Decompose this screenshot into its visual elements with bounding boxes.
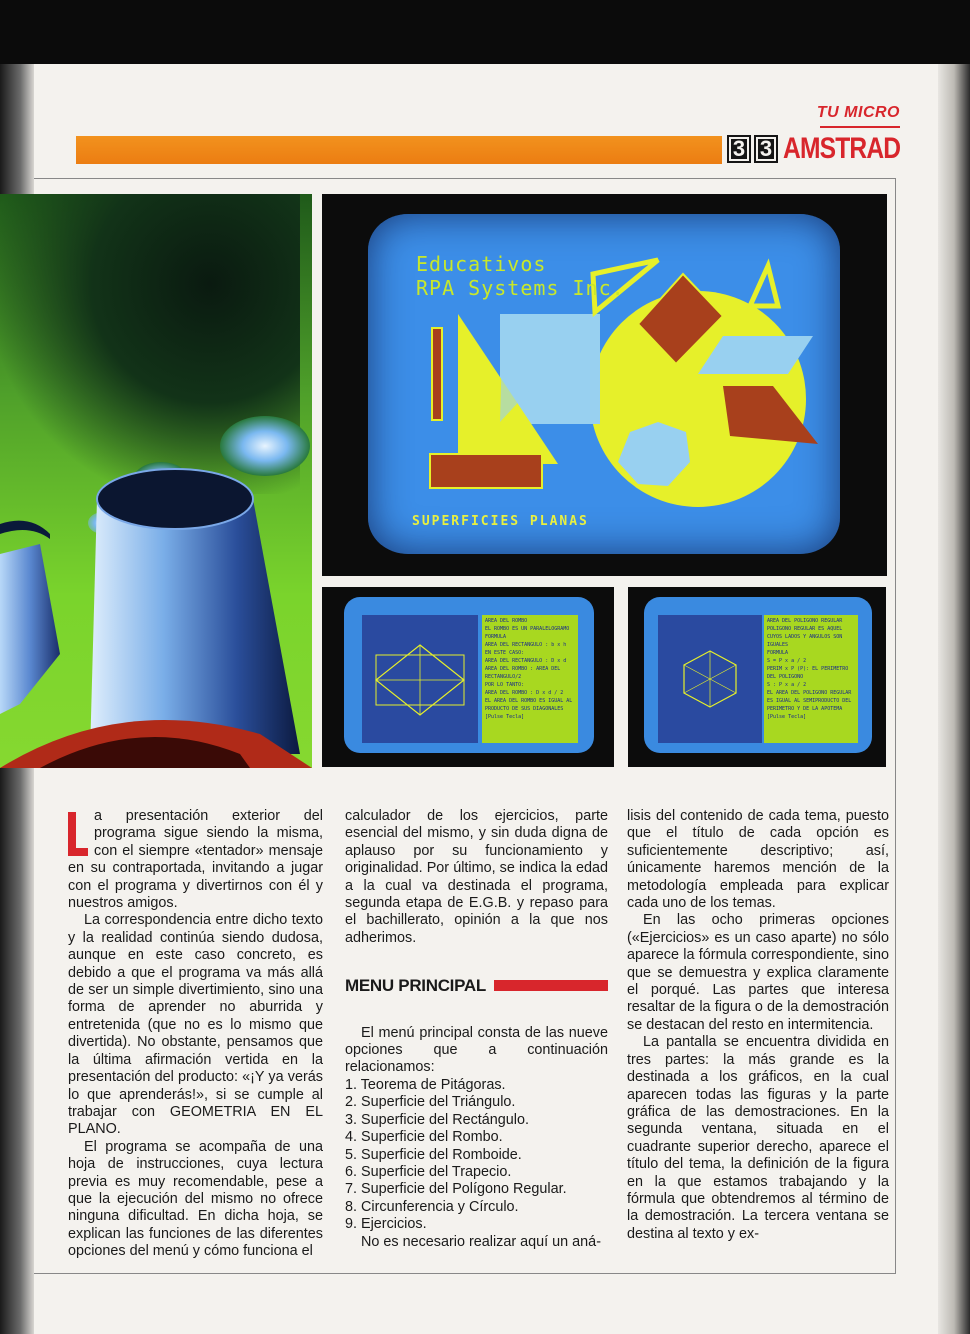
screen-title-line-2: RPA Systems Inc. — [416, 276, 625, 300]
poligono-crt — [644, 597, 872, 753]
logo-wordmark: AMSTRAD — [783, 132, 901, 165]
article-paragraph-7: lisis del contenido de cada tema, puesto que el título de cada opción es suficientemente descriptivo; así, únicamente haremos mención de la metodología empleada para explicar cada uno de los temas. — [627, 808, 889, 912]
article-paragraph-8: En las ocho primeras opciones («Ejercicios» es un caso aparte) no sólo aparece la fórmula correspondiente, sino que se demuestra y explica claramente el porqué. Las partes que interesa resaltar de la figura o de la demostración se destacan del resto en intermitencia. — [627, 912, 889, 1033]
main-crt — [368, 214, 840, 554]
screen-title — [416, 252, 625, 300]
section-kicker: TU MICRO — [816, 104, 900, 121]
article-column-1 — [68, 808, 323, 1261]
poligono-line-1: AREA DEL POLIGONO REGULAR — [767, 618, 843, 624]
dropcap-l — [68, 812, 88, 856]
logo-digit-2: 3 — [754, 135, 778, 163]
rombo-diagram — [362, 615, 478, 743]
frame-rule-top — [34, 178, 896, 179]
render-shapes — [0, 194, 312, 768]
list-item: 5. Superficie del Romboide. — [345, 1146, 522, 1163]
section-heading-rule — [494, 980, 608, 991]
rombo-line-7: AREA DEL ROMBO : AREA DEL RECTANGULO/2 — [485, 666, 561, 680]
hexagon-diagram — [658, 615, 762, 743]
list-item: 2. Superficie del Triángulo. — [345, 1094, 516, 1111]
list-item: 4. Superficie del Rombo. — [345, 1129, 503, 1146]
article-paragraph-3: El programa se acompaña de una hoja de instrucciones, cuya lectura previa es muy recomendable, pese a que la ejecución del mismo no ofrece ninguna dificultad. En dicha hoja, se explican las funciones de las diferentes opciones del menú y cómo funciona el — [68, 1138, 323, 1260]
article-paragraph-9: La pantalla se encuentra dividida en tres partes: la más grande es la destinada a los gráficos, en la cual aparecen todas las figuras y la parte gráfica de las demostraciones. En la segunda ventana, situada en el cuadrante superior derecho, aparece el título del tema, la definición de la figura en la que estamos trabajando y la fórmula que obtendremos al término de la demostración. La tercera ventana se destina al texto y ex- — [627, 1034, 889, 1242]
poligono-line-4: S = P x a / 2 — [767, 658, 807, 664]
logo-digit-1: 3 — [727, 135, 751, 163]
rombo-line-2: EL ROMBO ES UN PARALELOGRAMO — [485, 626, 570, 632]
header-banner — [76, 136, 722, 164]
article-paragraph-1 — [68, 808, 323, 912]
section-heading — [345, 977, 608, 994]
rombo-line-4: AREA DEL RECTANGULO : b x h — [485, 642, 567, 648]
article-column-2 — [345, 808, 608, 1251]
article-paragraph-4: calculador de los ejercicios, parte esencial del mismo, y sin duda digna de aplauso por su funcionamiento y originalidad. Por último, se indica la edad a la cual va destinada el programa, segunda etapa de E.G.B. y repaso para el bachillerato, opinión a la que nos adherimos. — [345, 808, 608, 946]
screen-footer: SUPERFICIES PLANAS — [412, 514, 589, 529]
list-item: 7. Superficie del Polígono Regular. — [345, 1181, 567, 1198]
poligono-line-8: [Pulse Tecla] — [767, 714, 807, 720]
list-item: 3. Superficie del Rectángulo. — [345, 1111, 529, 1128]
poligono-line-7: EL AREA DEL POLIGONO REGULAR ES IGUAL AL SEMIPRODUCTO DEL PERIMETRO Y DE LA APOTEMA — [767, 690, 852, 712]
poligono-line-3: FORMULA — [767, 650, 789, 656]
article-paragraph-5: El menú principal consta de las nueve opciones que a continuación relacionamos: — [345, 1024, 608, 1076]
list-item: 1. Teorema de Pitágoras. — [345, 1076, 506, 1093]
list-item: 9. Ejercicios. — [345, 1216, 427, 1233]
main-screen-photo — [322, 194, 887, 576]
rombo-line-1: AREA DEL ROMBO — [485, 618, 528, 624]
rombo-line-11: [Pulse Tecla] — [485, 714, 525, 720]
rombo-line-10: EL AREA DEL ROMBO ES IGUAL AL PRODUCTO DE SUS DIAGONALES — [485, 698, 573, 712]
poligono-screen-photo — [628, 587, 886, 767]
list-item: 6. Superficie del Trapecio. — [345, 1163, 512, 1180]
poligono-line-6: S : P x a / 2 — [767, 682, 807, 688]
rombo-crt — [344, 597, 594, 753]
rombo-text-window — [482, 615, 578, 743]
magazine-logo — [727, 134, 926, 164]
frame-rule-right — [895, 178, 896, 1274]
section-heading-text: MENU PRINCIPAL — [345, 976, 486, 996]
poligono-graphic-window — [658, 615, 762, 743]
frame-rule-bottom — [34, 1273, 896, 1274]
rombo-line-5: EN ESTE CASO: — [485, 650, 525, 656]
rombo-line-8: POR LO TANTO: — [485, 682, 525, 688]
article-column-3 — [627, 808, 889, 1243]
article-paragraph-2: La correspondencia entre dicho texto y la realidad continúa siendo dudosa, aunque en este caso concreto, es debido a que el programa va más allá de ser un simple divertimiento, sino una forma de aprender no aburrida y entretenida (que no es lo mismo que divertida). No obstante, pensamos que la última afirmación vertida en la presentación del producto: «¡Y ya verás lo que aprenderás!», si se cumple al trabajar con GEOMETRIA EN EL PLANO. — [68, 912, 323, 1138]
article-paragraph-6: No es necesario realizar aquí un aná- — [361, 1233, 601, 1250]
page-edge — [938, 64, 970, 1334]
poligono-text-window — [764, 615, 858, 743]
article-paragraph-1-text: a presentación exterior del programa sigue siendo la misma, con el siempre «tentador» mensaje en su contraportada, invitando a jugar con el programa y divertirnos con él y nuestros amigos. — [68, 808, 323, 912]
rombo-line-3: FORMULA — [485, 634, 507, 640]
rombo-screen-photo — [322, 587, 614, 767]
poligono-line-5: PERIM x P (P): EL PERIMETRO DEL POLIGONO — [767, 666, 849, 680]
kicker-underline — [820, 126, 900, 128]
screen-title-line-1: Educativos — [416, 252, 547, 276]
rombo-line-6: AREA DEL RECTANGULO : D x d — [485, 658, 567, 664]
menu-options-list — [345, 1077, 608, 1234]
poligono-line-2: POLIGONO REGULAR ES AQUEL CUYOS LADOS Y ANGULOS SON IGUALES — [767, 626, 843, 648]
rombo-graphic-window — [362, 615, 478, 743]
list-item: 8. Circunferencia y Círculo. — [345, 1198, 519, 1215]
rombo-line-9: AREA DEL ROMBO : D x d / 2 — [485, 690, 564, 696]
render-photo — [0, 194, 312, 768]
